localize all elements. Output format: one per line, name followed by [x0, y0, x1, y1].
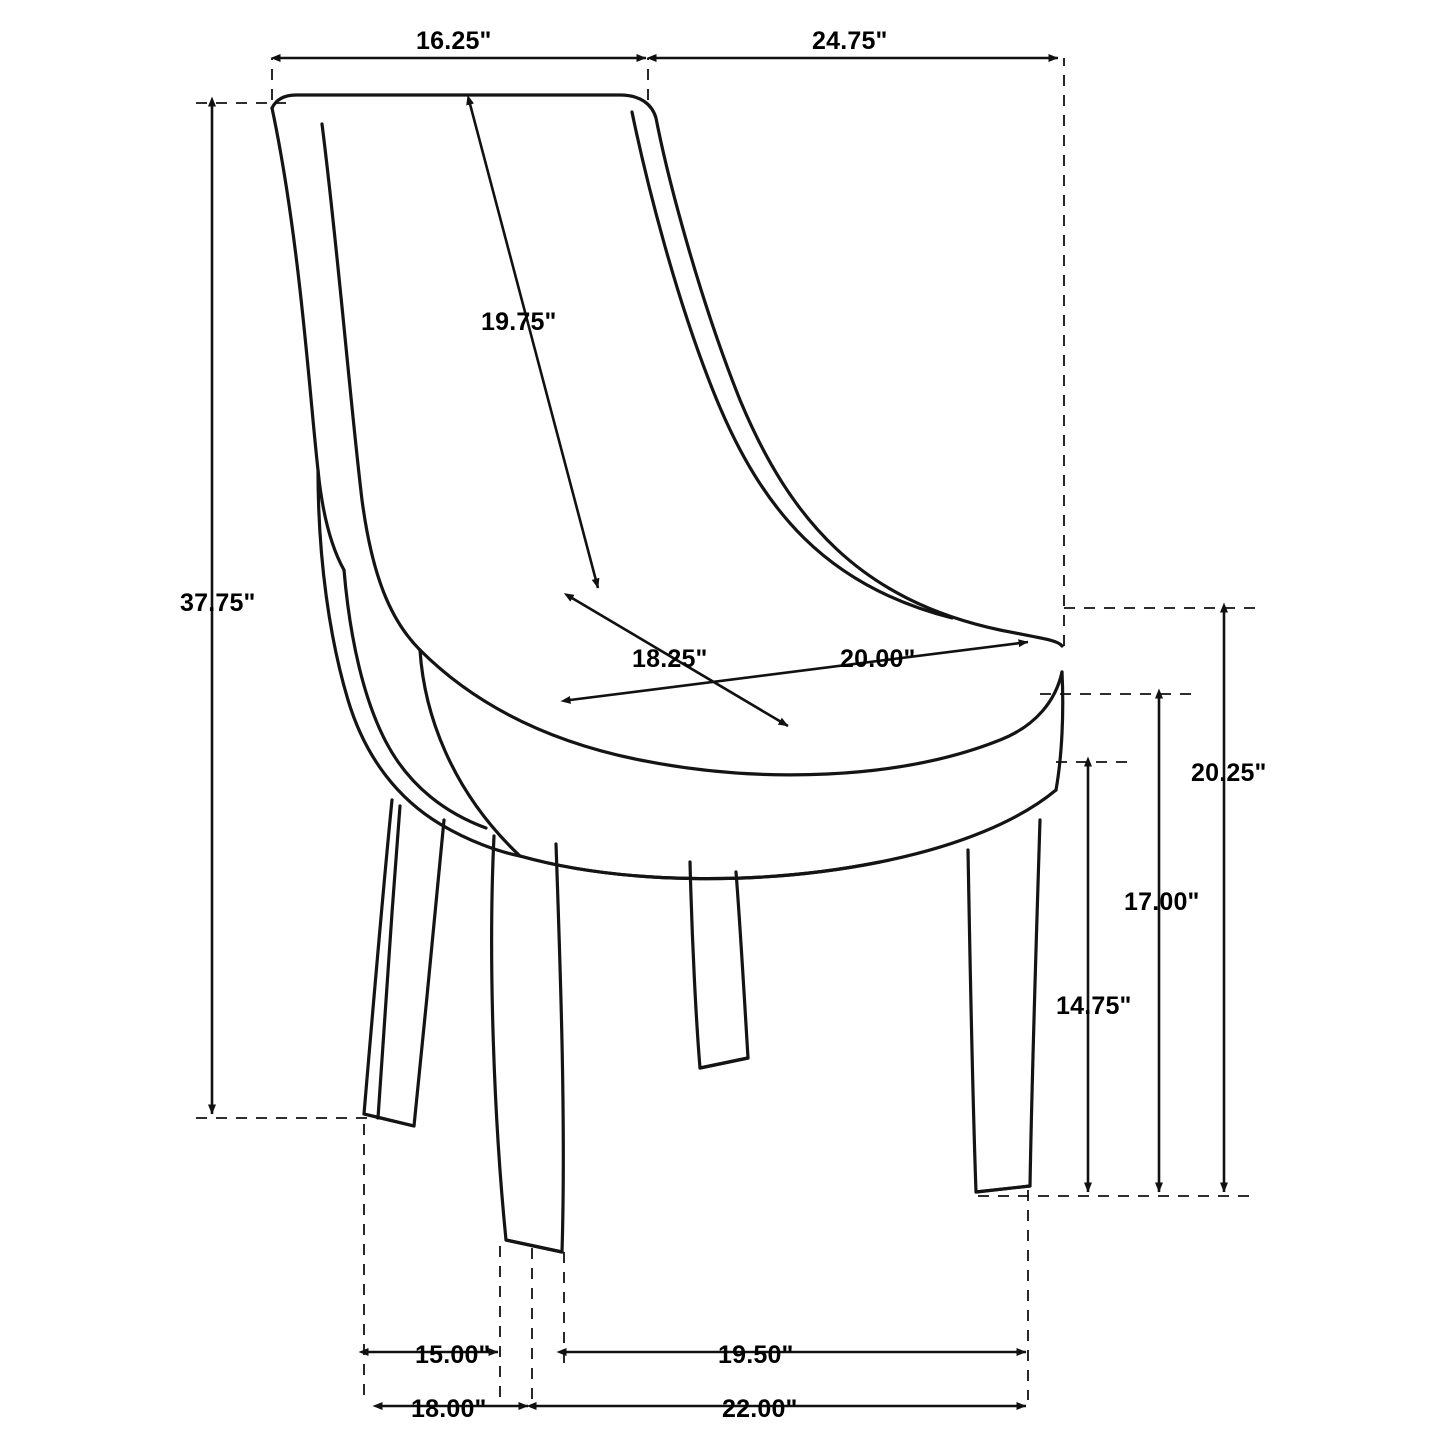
dim-label-seat-height: 14.75" — [1056, 992, 1132, 1020]
dim-label-back-rest-height: 19.75" — [481, 308, 557, 336]
dim-label-front-leg-spread: 15.00" — [415, 1341, 491, 1369]
dim-label-seat-diagonal: 20.00" — [840, 645, 916, 673]
dim-label-seat-depth-top: 24.75" — [812, 27, 888, 55]
dim-label-seat-width: 18.25" — [632, 645, 708, 673]
dim-label-overall-height: 37.75" — [180, 589, 256, 617]
dim-label-back-width-top: 16.25" — [416, 27, 492, 55]
extension-lines — [196, 58, 1256, 1400]
dim-label-side-depth: 19.50" — [718, 1341, 794, 1369]
dimline-back-rest-height — [470, 104, 598, 588]
dim-label-overall-depth: 22.00" — [722, 1395, 798, 1423]
dim-label-seat-back-height: 17.00" — [1124, 888, 1200, 916]
dim-label-overall-width: 18.00" — [411, 1395, 487, 1423]
dim-label-arm-height: 20.25" — [1191, 759, 1267, 787]
dimension-lines — [212, 58, 1224, 1406]
